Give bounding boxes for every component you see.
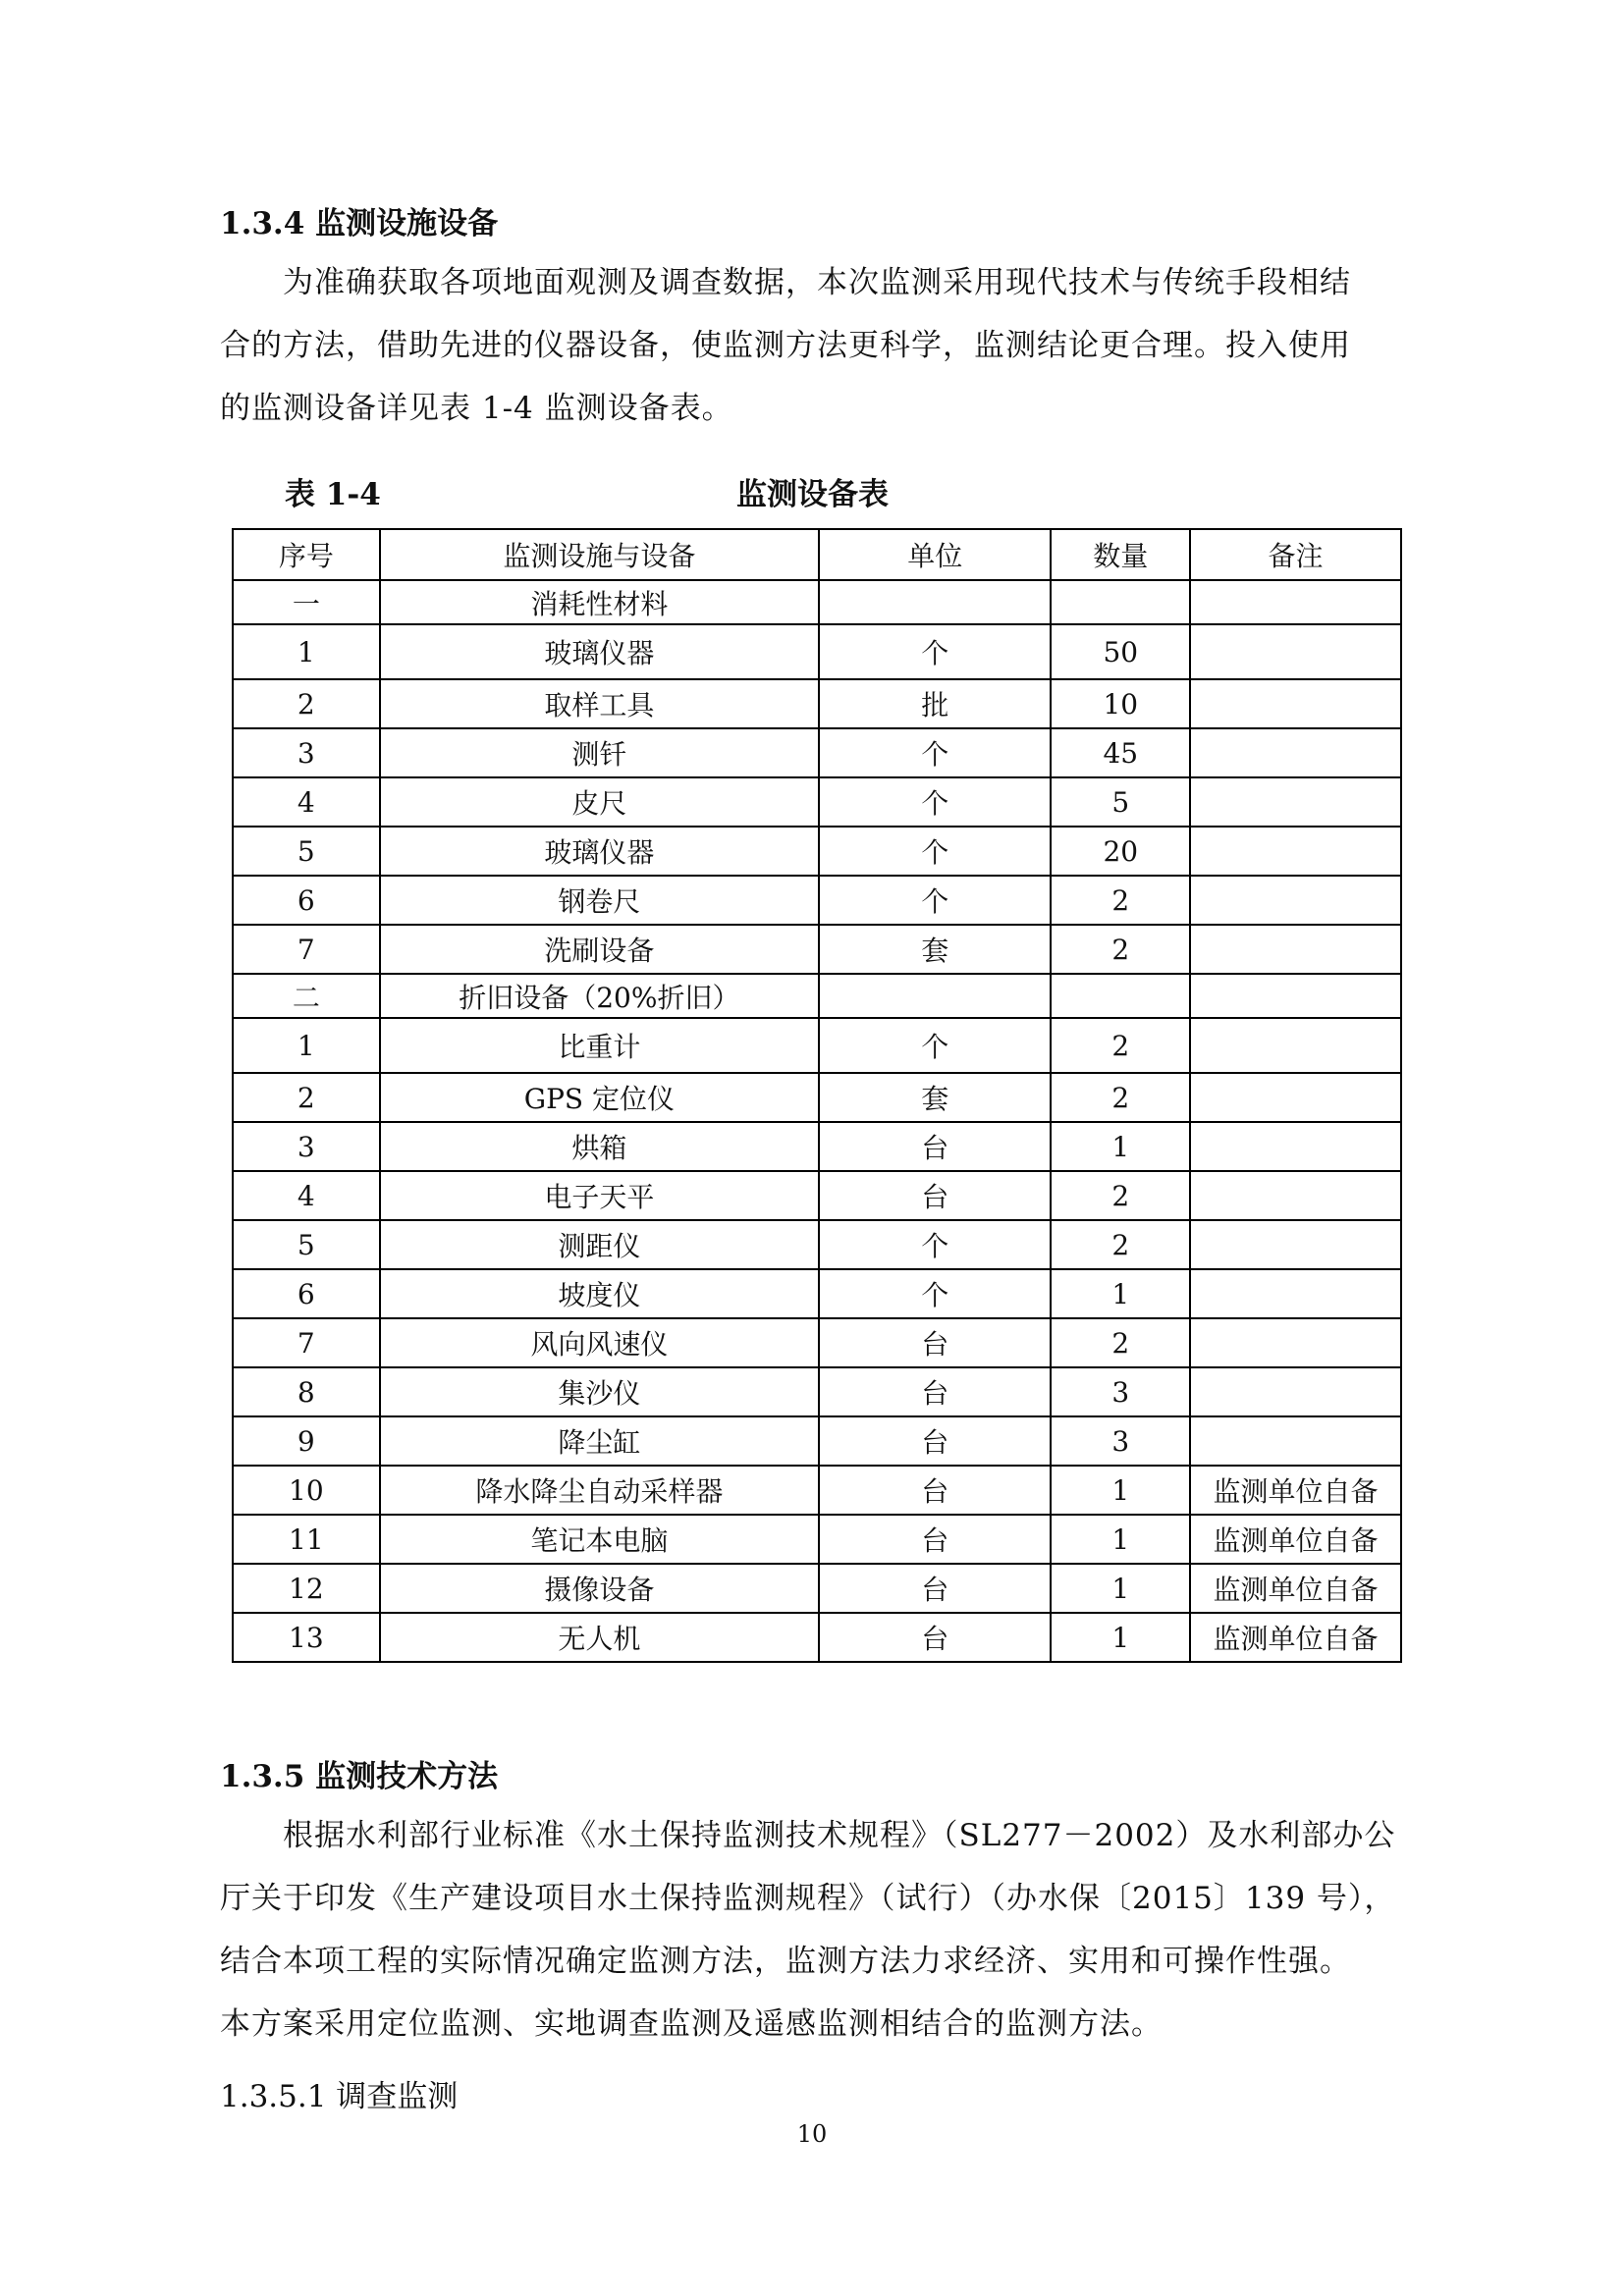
equipment-name: 风向风速仪 bbox=[380, 1318, 819, 1367]
row-number: 1 bbox=[233, 1018, 380, 1073]
table-row bbox=[233, 1122, 1401, 1171]
unit-cell: 台 bbox=[819, 1122, 1051, 1171]
column-header: 序号 bbox=[233, 529, 380, 580]
paragraph-line: 厅关于印发《生产建设项目水土保持监测规程》（试行）（办水保〔2015〕139 号）， bbox=[220, 1881, 1396, 1916]
quantity-cell: 20 bbox=[1051, 827, 1190, 876]
table-row bbox=[233, 777, 1401, 827]
unit-cell: 台 bbox=[819, 1466, 1051, 1515]
quantity-cell: 10 bbox=[1051, 679, 1190, 728]
quantity-cell: 2 bbox=[1051, 1073, 1190, 1122]
group-name: 折旧设备（20%折旧） bbox=[380, 974, 819, 1018]
note-cell bbox=[1190, 1171, 1401, 1220]
unit-cell: 台 bbox=[819, 1416, 1051, 1466]
paragraph-line: 为准确获取各项地面观测及调查数据，本次监测采用现代技术与传统手段相结 bbox=[283, 265, 1351, 300]
note-cell bbox=[1190, 1220, 1401, 1269]
equipment-name: 玻璃仪器 bbox=[380, 827, 819, 876]
table-row bbox=[233, 1269, 1401, 1318]
row-number: 11 bbox=[233, 1515, 380, 1564]
note-cell: 监测单位自备 bbox=[1190, 1613, 1401, 1662]
equipment-name: 烘箱 bbox=[380, 1122, 819, 1171]
unit-cell: 个 bbox=[819, 1269, 1051, 1318]
note-cell bbox=[1190, 1367, 1401, 1416]
table-row bbox=[233, 925, 1401, 974]
row-number: 6 bbox=[233, 1269, 380, 1318]
quantity-cell: 45 bbox=[1051, 728, 1190, 777]
unit-cell: 台 bbox=[819, 1564, 1051, 1613]
quantity-cell: 2 bbox=[1051, 1018, 1190, 1073]
row-number: 13 bbox=[233, 1613, 380, 1662]
unit-cell: 台 bbox=[819, 1515, 1051, 1564]
table-label: 表 1-4 bbox=[285, 477, 381, 512]
note-cell bbox=[1190, 1122, 1401, 1171]
group-row bbox=[233, 580, 1401, 624]
note-cell bbox=[1190, 876, 1401, 925]
method-paragraph bbox=[220, 1804, 1412, 2056]
row-number: 7 bbox=[233, 925, 380, 974]
note-cell: 监测单位自备 bbox=[1190, 1564, 1401, 1613]
note-cell bbox=[1190, 679, 1401, 728]
table-row bbox=[233, 1018, 1401, 1073]
note-cell bbox=[1190, 1073, 1401, 1122]
quantity-cell: 2 bbox=[1051, 1171, 1190, 1220]
subsection-heading-1-3-5-1: 1.3.5.1 调查监测 bbox=[220, 2079, 459, 2114]
quantity-cell: 1 bbox=[1051, 1122, 1190, 1171]
row-number: 12 bbox=[233, 1564, 380, 1613]
note-cell bbox=[1190, 777, 1401, 827]
column-header: 监测设施与设备 bbox=[380, 529, 819, 580]
table-row bbox=[233, 1318, 1401, 1367]
equipment-name: 摄像设备 bbox=[380, 1564, 819, 1613]
unit-cell: 个 bbox=[819, 728, 1051, 777]
unit-cell: 个 bbox=[819, 827, 1051, 876]
unit-cell: 台 bbox=[819, 1613, 1051, 1662]
table-row bbox=[233, 1416, 1401, 1466]
equipment-name: 坡度仪 bbox=[380, 1269, 819, 1318]
row-number: 1 bbox=[233, 624, 380, 679]
row-number: 3 bbox=[233, 728, 380, 777]
row-number: 8 bbox=[233, 1367, 380, 1416]
quantity-cell: 50 bbox=[1051, 624, 1190, 679]
equipment-name: 降水降尘自动采样器 bbox=[380, 1466, 819, 1515]
paragraph-line: 本方案采用定位监测、实地调查监测及遥感监测相结合的监测方法。 bbox=[220, 2006, 1163, 2042]
table-row bbox=[233, 1466, 1401, 1515]
table-row bbox=[233, 1613, 1401, 1662]
row-number: 2 bbox=[233, 1073, 380, 1122]
equipment-name: 笔记本电脑 bbox=[380, 1515, 819, 1564]
equipment-name: 玻璃仪器 bbox=[380, 624, 819, 679]
table-row bbox=[233, 679, 1401, 728]
unit-cell: 套 bbox=[819, 1073, 1051, 1122]
row-number: 10 bbox=[233, 1466, 380, 1515]
equipment-name: 钢卷尺 bbox=[380, 876, 819, 925]
note-cell bbox=[1190, 1318, 1401, 1367]
note-cell bbox=[1190, 827, 1401, 876]
column-header: 数量 bbox=[1051, 529, 1190, 580]
equipment-name: 比重计 bbox=[380, 1018, 819, 1073]
equipment-name: 洗刷设备 bbox=[380, 925, 819, 974]
row-number: 7 bbox=[233, 1318, 380, 1367]
row-number: 4 bbox=[233, 777, 380, 827]
row-number: 4 bbox=[233, 1171, 380, 1220]
quantity-cell: 2 bbox=[1051, 1318, 1190, 1367]
intro-paragraph bbox=[220, 251, 1412, 440]
table-header-row bbox=[233, 529, 1401, 580]
table-row bbox=[233, 1220, 1401, 1269]
unit-cell: 个 bbox=[819, 1018, 1051, 1073]
paragraph-line: 结合本项工程的实际情况确定监测方法，监测方法力求经济、实用和可操作性强。 bbox=[220, 1944, 1351, 1979]
table-row bbox=[233, 876, 1401, 925]
unit-cell: 个 bbox=[819, 777, 1051, 827]
row-number: 5 bbox=[233, 1220, 380, 1269]
paragraph-line: 合的方法，借助先进的仪器设备，使监测方法更科学，监测结论更合理。投入使用 bbox=[220, 328, 1351, 363]
unit-cell: 批 bbox=[819, 679, 1051, 728]
equipment-name: GPS 定位仪 bbox=[380, 1073, 819, 1122]
equipment-name: 测距仪 bbox=[380, 1220, 819, 1269]
quantity-cell: 2 bbox=[1051, 876, 1190, 925]
table-row bbox=[233, 624, 1401, 679]
unit-cell: 个 bbox=[819, 624, 1051, 679]
note-cell bbox=[1190, 1018, 1401, 1073]
note-cell bbox=[1190, 1416, 1401, 1466]
unit-cell: 台 bbox=[819, 1318, 1051, 1367]
table-row bbox=[233, 827, 1401, 876]
equipment-name: 取样工具 bbox=[380, 679, 819, 728]
group-number: 一 bbox=[233, 580, 380, 624]
equipment-name: 无人机 bbox=[380, 1613, 819, 1662]
table-row bbox=[233, 1171, 1401, 1220]
section-heading-1-3-5: 1.3.5 监测技术方法 bbox=[220, 1759, 499, 1794]
row-number: 2 bbox=[233, 679, 380, 728]
note-cell bbox=[1190, 1269, 1401, 1318]
section-heading-1-3-4: 1.3.4 监测设施设备 bbox=[220, 206, 499, 241]
quantity-cell: 3 bbox=[1051, 1367, 1190, 1416]
quantity-cell: 1 bbox=[1051, 1515, 1190, 1564]
equipment-name: 皮尺 bbox=[380, 777, 819, 827]
unit-cell: 个 bbox=[819, 876, 1051, 925]
paragraph-line: 的监测设备详见表 1-4 监测设备表。 bbox=[220, 391, 733, 426]
table-row bbox=[233, 728, 1401, 777]
quantity-cell: 5 bbox=[1051, 777, 1190, 827]
unit-cell: 个 bbox=[819, 1220, 1051, 1269]
row-number: 9 bbox=[233, 1416, 380, 1466]
note-cell: 监测单位自备 bbox=[1190, 1515, 1401, 1564]
note-cell: 监测单位自备 bbox=[1190, 1466, 1401, 1515]
equipment-table bbox=[232, 528, 1402, 1663]
quantity-cell: 1 bbox=[1051, 1564, 1190, 1613]
note-cell bbox=[1190, 728, 1401, 777]
table-row bbox=[233, 1515, 1401, 1564]
quantity-cell: 2 bbox=[1051, 1220, 1190, 1269]
unit-cell: 台 bbox=[819, 1367, 1051, 1416]
equipment-name: 测钎 bbox=[380, 728, 819, 777]
note-cell bbox=[1190, 925, 1401, 974]
equipment-name: 电子天平 bbox=[380, 1171, 819, 1220]
page-number: 10 bbox=[796, 2120, 828, 2148]
table-title: 监测设备表 bbox=[736, 477, 889, 512]
note-cell bbox=[1190, 624, 1401, 679]
equipment-name: 集沙仪 bbox=[380, 1367, 819, 1416]
paragraph-line: 根据水利部行业标准《水土保持监测技术规程》（SL277－2002）及水利部办公 bbox=[283, 1818, 1396, 1853]
quantity-cell: 2 bbox=[1051, 925, 1190, 974]
quantity-cell: 3 bbox=[1051, 1416, 1190, 1466]
column-header: 备注 bbox=[1190, 529, 1401, 580]
column-header: 单位 bbox=[819, 529, 1051, 580]
quantity-cell: 1 bbox=[1051, 1613, 1190, 1662]
group-number: 二 bbox=[233, 974, 380, 1018]
row-number: 3 bbox=[233, 1122, 380, 1171]
table-row bbox=[233, 1367, 1401, 1416]
table-row bbox=[233, 1073, 1401, 1122]
unit-cell: 套 bbox=[819, 925, 1051, 974]
table-row bbox=[233, 1564, 1401, 1613]
unit-cell: 台 bbox=[819, 1171, 1051, 1220]
row-number: 6 bbox=[233, 876, 380, 925]
equipment-name: 降尘缸 bbox=[380, 1416, 819, 1466]
group-name: 消耗性材料 bbox=[380, 580, 819, 624]
row-number: 5 bbox=[233, 827, 380, 876]
quantity-cell: 1 bbox=[1051, 1269, 1190, 1318]
quantity-cell: 1 bbox=[1051, 1466, 1190, 1515]
group-row bbox=[233, 974, 1401, 1018]
